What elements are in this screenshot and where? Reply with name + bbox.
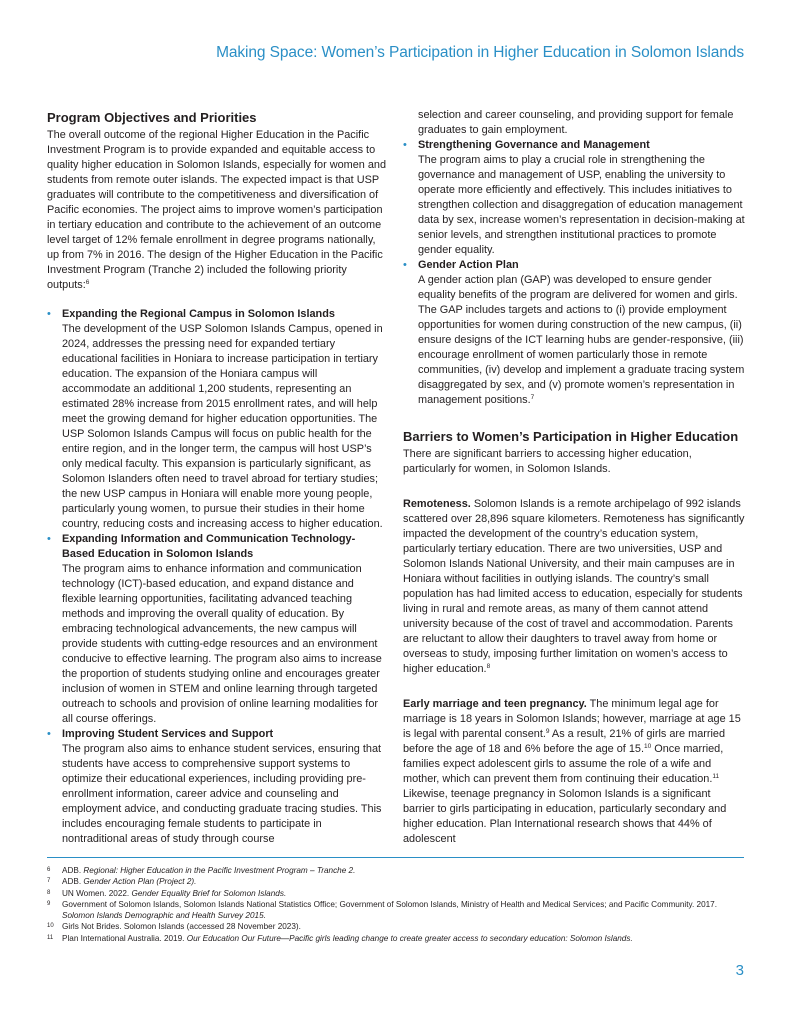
left-column	[47, 109, 387, 847]
footnote-11: 11 Plan International Australia. 2019. Our Education Our Future—Pacific girls leading change to create greater access to secondary education: Solomon Islands.	[47, 933, 633, 943]
footnote-7: 7 ADB. Gender Action Plan (Project 2).	[47, 877, 197, 887]
footnote-ref-7[interactable]: 7	[530, 394, 535, 401]
list-item-ict-education	[47, 532, 387, 727]
list-item-title: Expanding Information and Communication Technology-Based Education in Solomon Islands	[62, 533, 356, 560]
bullet-icon: •	[47, 308, 51, 320]
remoteness-run-in-heading: Remoteness.	[403, 498, 471, 510]
list-item-text: The program aims to play a crucial role in strengthening the governance and management of USP, enabling the university to operate more efficiently and effectively. This includes initiatives to strengthen collection and disaggregation of education management data by sex, increase women’s representation in decision-making at senior levels, and strengthen institutional practices to promote gender equality.	[418, 154, 745, 256]
footnotes	[47, 865, 744, 944]
list-item-title: Improving Student Services and Support	[62, 728, 274, 740]
list-item-student-services	[47, 727, 387, 847]
bullet-icon: •	[47, 728, 51, 740]
program-intro-paragraph: The overall outcome of the regional Higher Education in the Pacific Investment Program is to provide expanded and equitable access to quality higher education in Solomon Islands, especially for women and students from remote outer islands. The expected impact is that USP graduates will contribute to the competitiveness and diversification of Pacific economies. The project aims to improve women’s participation in tertiary education and contribute to the achievement of an outcome level target of 12% female enrollment in degree programs nationally, up from 7% in 2016. The design of the Higher Education in the Pacific Investment Program (Tranche 2) included the following priority outputs:$^6$	[47, 129, 387, 291]
footnote-ref-11[interactable]: 11	[712, 773, 720, 780]
list-item-text-continued: selection and career counseling, and providing support for female graduates to gain employment.	[418, 109, 734, 136]
list-item-title: Expanding the Regional Campus in Solomon Islands	[62, 308, 335, 320]
footnote-ref-8[interactable]: 8	[486, 663, 491, 670]
list-item-gender-action-plan	[403, 258, 745, 408]
list-item-title: Strengthening Governance and Management	[418, 139, 650, 151]
list-item-text: The program aims to enhance information and communication technology (ICT)-based education, and expand distance and flexible learning opportunities, facilitating advanced teaching methods and improving the overall quality of education. By embracing technological advancements, the new campus will provide students with cutting-edge resources and an environment conducive to effective learning. The program also aims to increase the proportion of students studying online and encourages greater inclusion of women in STEM and online learning through targeted outreach to schools and provision of online learning modalities for all course offerings.	[62, 563, 382, 725]
list-item-governance	[403, 138, 745, 258]
barriers-intro-paragraph: There are significant barriers to accessing higher education, particularly for women, in Solomon Islands.	[403, 448, 692, 475]
footnote-8: 8 UN Women. 2022. Gender Equality Brief for Solomon Islands.	[47, 888, 287, 898]
list-item-regional-campus	[47, 307, 387, 532]
list-item-title: Gender Action Plan	[418, 259, 519, 271]
footnote-6: 6 ADB. Regional: Higher Education in the Pacific Investment Program – Tranche 2.	[47, 866, 356, 875]
right-column	[403, 108, 745, 847]
footnote-9: 9 Government of Solomon Islands, Solomon Islands National Statistics Office; Government of Solomon Islands, Ministry of Health and Medical Services; and Pacific Community. 2017. Solomon Islands Demographic and Health Survey 2015.	[47, 899, 717, 921]
bullet-icon: •	[47, 533, 51, 545]
page-number: 3	[735, 962, 744, 979]
section-heading-program-objectives: Program Objectives and Priorities	[47, 110, 257, 125]
priority-outputs-list-continued	[403, 138, 745, 408]
running-header: Making Space: Women’s Participation in Higher Education in Solomon Islands	[216, 44, 744, 61]
list-item-text: The development of the USP Solomon Islands Campus, opened in 2024, addresses the pressing need for expanded tertiary educational facilities in Honiara to increase participation in tertiary education. The expansion of the Honiara campus will accommodate an additional 1,200 students, representing an estimated 28% increase from 2015 enrollment rates, and will help meet the growing demand for higher education opportunities. The USP Solomon Islands Campus will focus on public health for the entire region, and in the longer term, the campus will host USP’s only medical faculty. This expansion is particularly significant, as Solomon Islanders often need to travel abroad for tertiary studies; the new USP campus in Honiara will enable more young people, particularly young women, to pursue their studies in their home country, reducing costs and increasing access to higher education.	[62, 323, 383, 530]
footnote-ref-6[interactable]: 6	[85, 279, 90, 286]
remoteness-paragraph: Remoteness. Solomon Islands is a remote archipelago of 992 islands scattered over 28,896 square kilometers. Remoteness has significantly impacted the development of the country’s education system, particularly tertiary education. There are two universities, USP and Solomon Islands National University, and their main campuses are in Honiara without facilities in outlying islands. The country’s small population has had limited access to education, especially for students living in rural and remote areas, as many of them cannot attend university because of the cost of travel and accommodation. Parents are reluctant to allow their daughters to travel away from home or overseas to study, imposing further limitation on women’s access to higher education.$^8$	[403, 498, 745, 675]
priority-outputs-list	[47, 307, 387, 847]
footnote-ref-9[interactable]: 9	[545, 728, 550, 735]
footnote-ref-10[interactable]: 10	[644, 743, 652, 750]
bullet-icon: •	[403, 139, 407, 151]
section-heading-barriers: Barriers to Women’s Participation in Higher Education	[403, 429, 739, 444]
footnote-10: 10 Girls Not Brides. Solomon Islands (accessed 28 November 2023).	[47, 922, 301, 932]
list-item-text: A gender action plan (GAP) was developed to ensure gender equality benefits of the program are delivered for women and girls. The GAP includes targets and actions to (i) provide employment opportunities for women during construction of the new campus, (ii) ensure designs of the ICT learning hubs are gender-responsive, (iii) encourage enrollment of women particularly those in remote communities, (iv) develop and implement a graduate tracing system disaggregated by sex, and (v) promote women’s representation in management positions.$^7$	[418, 274, 745, 406]
early-marriage-run-in-heading: Early marriage and teen pregnancy.	[403, 698, 587, 710]
bullet-icon: •	[403, 259, 407, 271]
list-item-text: The program also aims to enhance student services, ensuring that students have access to comprehensive support systems to optimize their educational experiences, including providing pre-enrollment information, career advice and counseling and employment advice, and conducting graduate tracing studies. This includes encouraging female students to participate in nontraditional areas of study through course	[62, 743, 382, 845]
footnote-divider	[47, 857, 744, 858]
early-marriage-paragraph: Early marriage and teen pregnancy. The minimum legal age for marriage is 18 years in Solomon Islands; however, marriage at age 15 is legal with parental consent.$^9$ As a result, 21% of girls are married before the age of 18 and 6% before the age of 15.10 Once married, families expect adolescent girls to assume the role of a wife and mother, which can prevent them from continuing their education.$^{11}$ Likewise, teenage pregnancy in Solomon Islands is a significant barrier to girls participating in education, particularly secondary and higher education. Plan International research shows that 44% of adolescent	[403, 698, 741, 845]
